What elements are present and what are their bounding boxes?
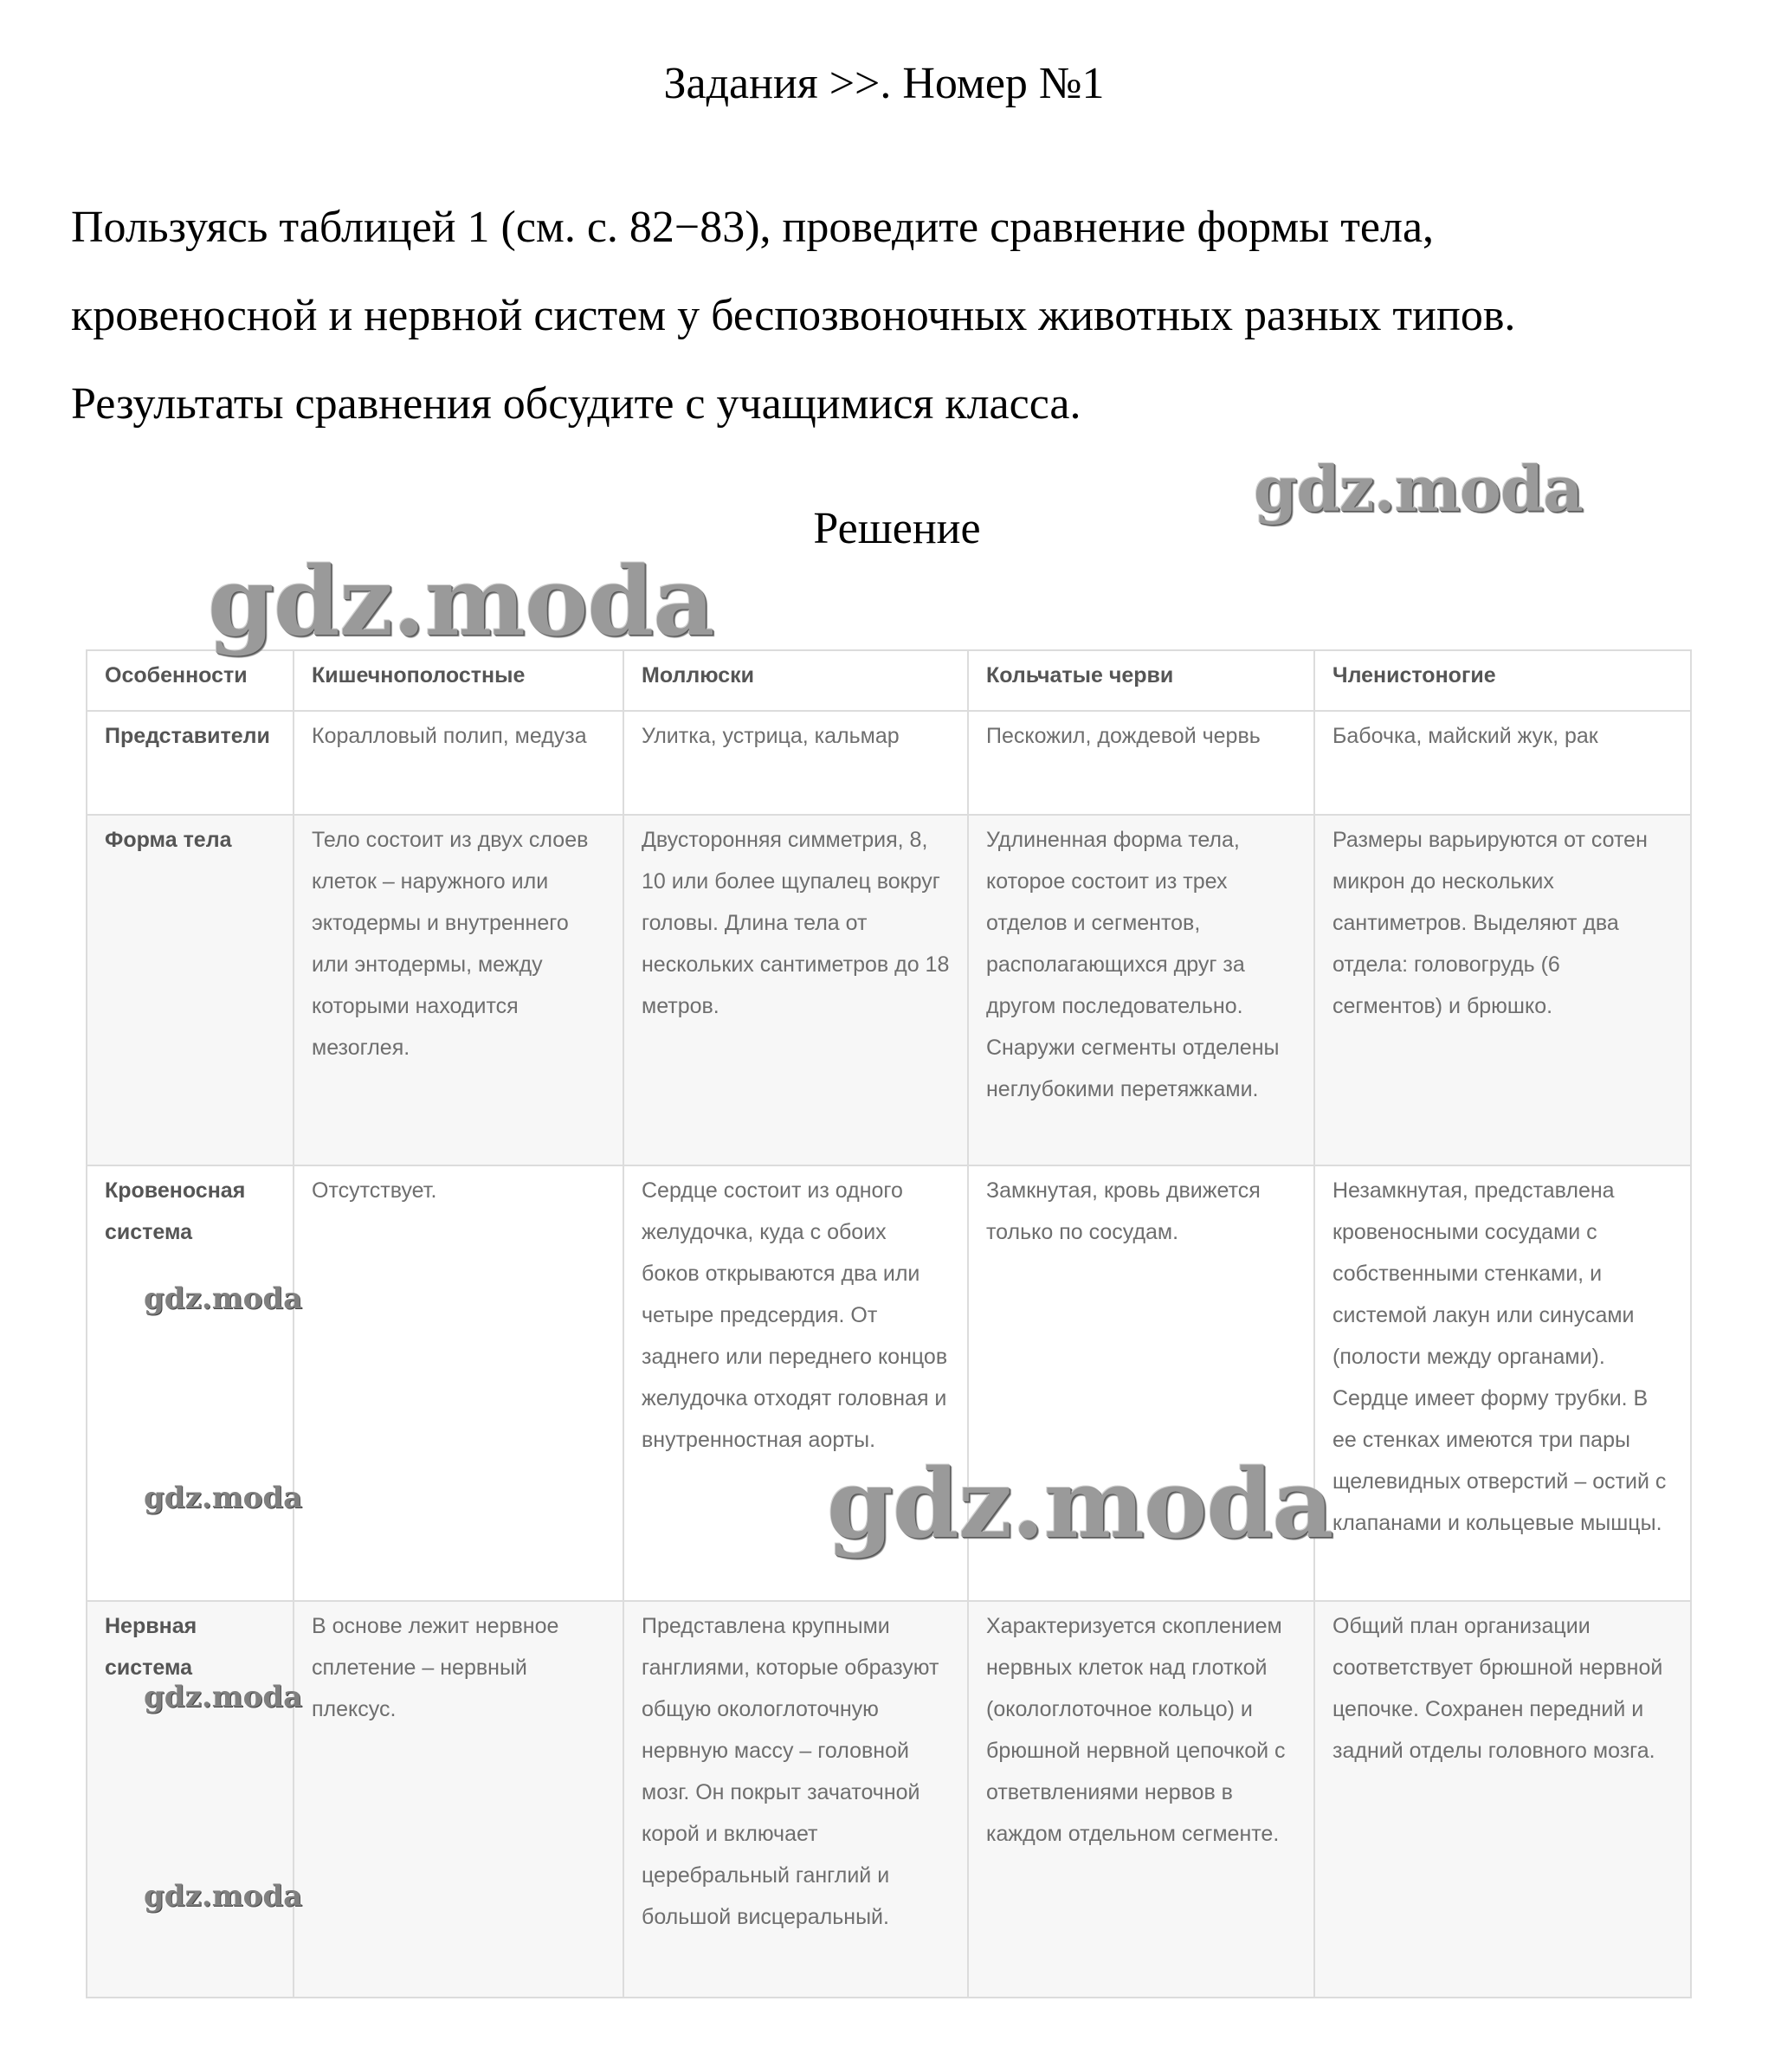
- task-line: кровеносной и нервной систем у беспозвоночных животных разных типов.: [71, 291, 1516, 340]
- table-cell: Бабочка, майский жук, рак: [1314, 711, 1691, 815]
- row-label: Кровеносная система: [87, 1165, 294, 1601]
- watermark: gdz.moda: [144, 1879, 303, 1914]
- row-label: Нервная система: [87, 1601, 294, 1998]
- table-row: [87, 815, 1691, 1165]
- table-header-cell: Кишечнополостные: [294, 650, 623, 711]
- table-cell: Пескожил, дождевой червь: [968, 711, 1314, 815]
- watermark: gdz.moda: [208, 545, 714, 657]
- table-cell: Замкнутая, кровь движется только по сосудам.: [968, 1165, 1314, 1601]
- table-row: [87, 1601, 1691, 1998]
- table-header-cell: Членистоногие: [1314, 650, 1691, 711]
- table-cell: Улитка, устрица, кальмар: [623, 711, 968, 815]
- watermark: gdz.moda: [144, 1481, 303, 1515]
- table-cell: В основе лежит нервное сплетение – нервный плексус.: [294, 1601, 623, 1998]
- task-line: Результаты сравнения обсудите с учащимися класса.: [71, 379, 1081, 429]
- table-cell: Двусторонняя симметрия, 8, 10 или более щупалец вокруг головы. Длина тела от нескольких сантиметров до 18 метров.: [623, 815, 968, 1165]
- table-cell: Общий план организации соответствует брюшной нервной цепочке. Сохранен передний и задний отделы головного мозга.: [1314, 1601, 1691, 1998]
- table-cell: Характеризуется скоплением нервных клеток над глоткой (окологлоточное кольцо) и брюшной нервной цепочкой с ответвлениями нервов в каждом отдельном сегменте.: [968, 1601, 1314, 1998]
- table-cell: Удлиненная форма тела, которое состоит из трех отделов и сегментов, располагающихся друг за другом последовательно. Снаружи сегменты отделены неглубокими перетяжками.: [968, 815, 1314, 1165]
- table-row: [87, 711, 1691, 815]
- watermark: gdz.moda: [1254, 452, 1583, 526]
- table-cell: Незамкнутая, представлена кровеносными сосудами с собственными стенками, и системой лакун или синусами (полости между органами). Сердце имеет форму трубки. В ее стенках имеются три пары щелевидных отверстий – остий с клапанами и кольцевые мышцы.: [1314, 1165, 1691, 1601]
- table-header-cell: Моллюски: [623, 650, 968, 711]
- row-label: Форма тела: [87, 815, 294, 1165]
- table-cell: Тело состоит из двух слоев клеток – наружного или эктодермы и внутреннего или энтодермы, между которыми находится мезоглея.: [294, 815, 623, 1165]
- table-cell: Коралловый полип, медуза: [294, 711, 623, 815]
- watermark: gdz.moda: [144, 1680, 303, 1714]
- table-cell: Размеры варьируются от сотен микрон до нескольких сантиметров. Выделяют два отдела: головогрудь (6 сегментов) и брюшко.: [1314, 815, 1691, 1165]
- task-text: [71, 184, 1742, 449]
- solution-title: Решение: [813, 504, 981, 553]
- task-line: Пользуясь таблицей 1 (см. с. 82−83), проведите сравнение формы тела,: [71, 203, 1435, 252]
- table-cell: Представлена крупными ганглиями, которые образуют общую окологлоточную нервную массу – головной мозг. Он покрыт зачаточной корой и включает церебральный ганглий и большой висцеральный.: [623, 1601, 968, 1998]
- row-label: Представители: [87, 711, 294, 815]
- page-title: Задания >>. Номер №1: [663, 59, 1105, 108]
- comparison-table: [86, 649, 1692, 1998]
- table-header-cell: Кольчатые черви: [968, 650, 1314, 711]
- table-cell: Сердце состоит из одного желудочка, куда с обоих боков открываются два или четыре предсердия. От заднего или переднего концов желудочка отходят головная и внутренностная аорты.: [623, 1165, 968, 1601]
- watermark: gdz.moda: [144, 1281, 303, 1316]
- watermark: gdz.moda: [827, 1448, 1333, 1559]
- table-cell: Отсутствует.: [294, 1165, 623, 1601]
- table-header-cell: Особенности: [87, 650, 294, 711]
- table-header-row: [87, 650, 1691, 711]
